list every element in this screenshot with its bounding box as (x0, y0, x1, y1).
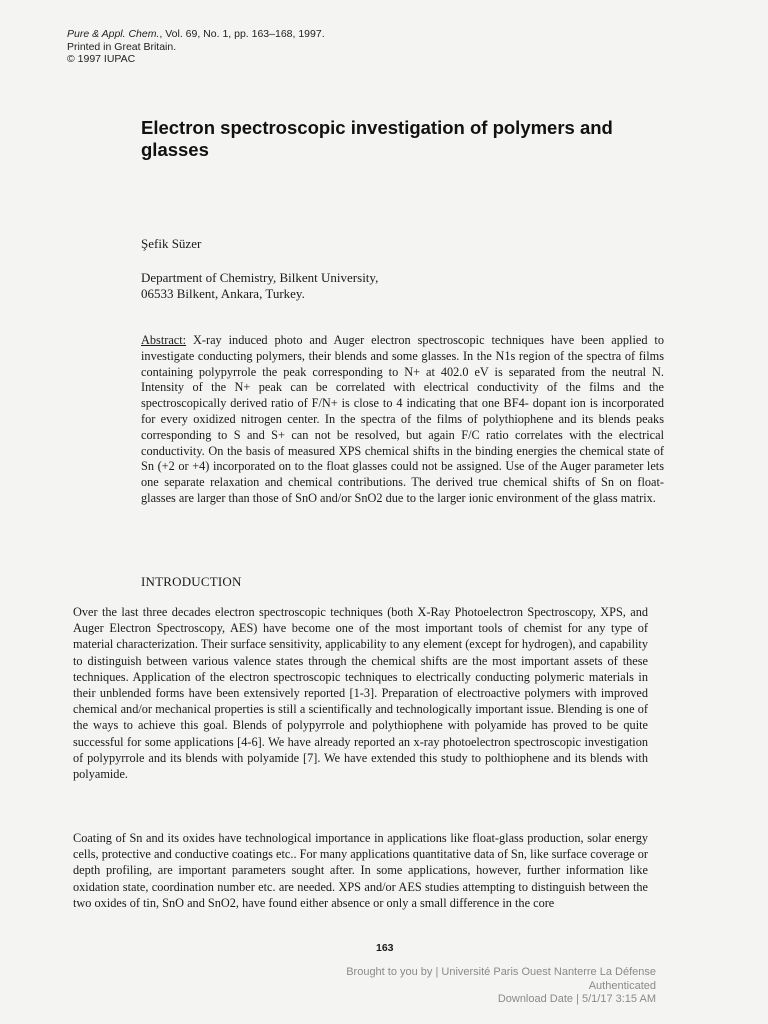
download-notice-line-1: Brought to you by | Université Paris Ouest Nanterre La Défense (346, 966, 656, 978)
journal-citation (67, 28, 325, 41)
author-name: Şefik Süzer (141, 236, 202, 251)
page-number: 163 (376, 942, 394, 954)
download-notice-line-3: Download Date | 5/1/17 3:15 AM (497, 993, 656, 1005)
download-notice-line-2: Authenticated (588, 979, 656, 992)
affiliation-line-1: Department of Chemistry, Bilkent University, (141, 270, 379, 285)
abstract (141, 333, 664, 507)
citation-details: , Vol. 69, No. 1, pp. 163–168, 1997. (159, 28, 325, 40)
download-notice (346, 966, 656, 1007)
copyright-note: © 1997 IUPAC (67, 53, 136, 65)
intro-paragraph-2: Coating of Sn and its oxides have technological importance in applications like float-glass production, solar energy cells, protective and conductive coatings etc.. For many applications quantitative data of Sn, like surface coverage or depth profiling, are important parameters sought after. In some applications, however, further information like oxidation state, coordination number etc. are needed. XPS and/or AES studies attempting to distinguish between the two oxides of tin, SnO and SnO2, have found either absence or only a small difference in the core (73, 831, 648, 910)
printed-note: Printed in Great Britain. (67, 40, 177, 53)
section-heading-introduction: INTRODUCTION (141, 574, 242, 589)
journal-name: Pure & Appl. Chem. (67, 28, 160, 40)
abstract-text: X-ray induced photo and Auger electron spectroscopic techniques have been applied to investigate conducting polymers, their blends and some glasses. In the N1s region of the spectra of films containing polypyrrole the peak corresponding to N+ at 402.0 eV is separated from the neutral N. Intensity of the N+ peak can be correlated with electrical conductivity of the films and the spectroscopically derived ratio of F/N+ is close to 4 indicating that one BF4- dopant ion is incorporated for every oxidized nitrogen center. In the spectra of the films of polythiophene and its blends peaks corresponding to S and S+ can not be resolved, but again F/C ratio correlates with the electrical conductivity. On the basis of measured XPS chemical shifts in the binding energies the chemical state of Sn (+2 or +4) incorporated on to the float glasses could not be assigned. Use of the Auger parameter lets one separate relaxation and chemical contributions. The derived true chemical shifts of Sn on float-glasses are larger than those of SnO and/or SnO2 due to the larger ionic environment of the glass matrix. (141, 333, 664, 505)
intro-paragraph-1: Over the last three decades electron spectroscopic techniques (both X-Ray Photoelectron Spectroscopy, XPS, and Auger Electron Spectroscopy, AES) have become one of the most important tools of chemist for any type of material characterization. Their surface sensitivity, applicability to any element (except for hydrogen), and capability to distinguish between various valence states through the chemical shifts are the most important assets of these techniques. Application of the electron spectroscopic techniques to electrically conducting polymeric materials in their unblended forms have been extensively reported [1-3]. Preparation of electroactive polymers with improved chemical and/or mechanical properties is still a scientifically and technologically important issue. Blending is one of the ways to achieve this goal. Blends of polypyrrole and polythiophene with polyamide has proved to be quite successful for some applications [4-6]. We have already reported an x-ray photoelectron spectroscopic investigation of polypyrrole and its blends with polyamide [7]. We have extended this study to polthiophene and its blends with polyamide. (73, 605, 648, 782)
paper-title: Electron spectroscopic investigation of polymers and glasses (141, 117, 613, 160)
author-affiliation (141, 270, 378, 302)
journal-header (67, 28, 325, 66)
abstract-label: Abstract: (141, 333, 187, 347)
affiliation-line-2: 06533 Bilkent, Ankara, Turkey. (141, 286, 305, 301)
